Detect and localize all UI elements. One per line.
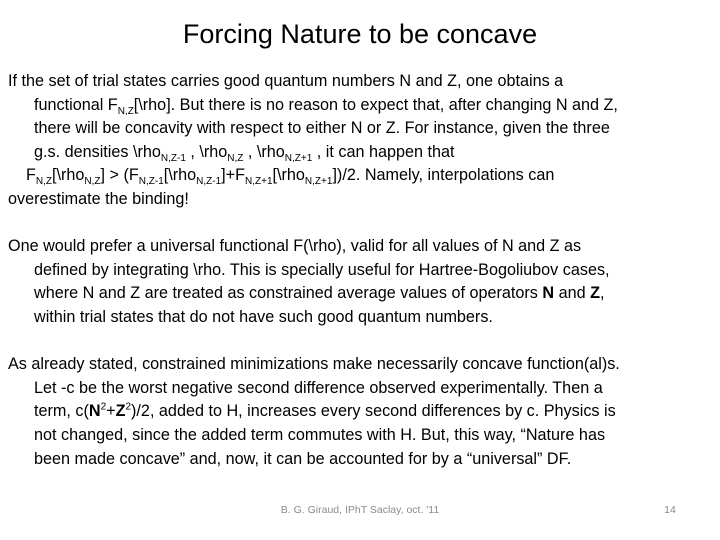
- text-line: As already stated, constrained minimizations make necessarily concave function(al)s.: [8, 355, 620, 374]
- paragraph-constrained-minimization: [8, 353, 712, 471]
- text-line: g.s. densities \rho$_{N,Z-1}$ , \rho$_{N,Z}$ , \rho$_{N,Z+1}$ , it can happen that: [34, 142, 455, 165]
- text-line: been made concave” and, now, it can be accounted for by a “universal” DF.: [34, 449, 572, 468]
- text-line: functional $F_{N,Z}[\backslash rho]$. But there is no reason to expect that, after changing N and Z,: [34, 95, 618, 117]
- slide-footer: B. G. Giraud, IPhT Saclay, oct. '11: [280, 504, 440, 516]
- paragraph-nonconcavity: [8, 70, 712, 164]
- page-number: 14: [664, 504, 676, 516]
- text-line: Let -c be the worst negative second difference observed experimentally. Then a: [34, 378, 603, 397]
- text-line: not changed, since the added term commutes with H. But, this way, “Nature has: [34, 425, 606, 444]
- text-line: term, $c(N^2+Z^2)/2$, added to H, increases every second differences by c. Physics is: [34, 401, 616, 421]
- text-line: within trial states that do not have such good quantum numbers.: [34, 307, 493, 326]
- text-line: there will be concavity with respect to either N or Z. For instance, given the three: [34, 119, 610, 138]
- text-line: where N and Z are treated as constrained average values of operators N and Z,: [34, 284, 605, 303]
- text-line: overestimate the binding!: [8, 189, 189, 208]
- slide-title: Forcing Nature to be concave: [182, 19, 538, 49]
- inequality-line: $F_{N,Z}[\backslash rho_{N,Z}]$ > $(F_{N,Z-1}[\backslash rho_{N,Z-1}]+F_{N,Z+1}[\backslash rho_{N,Z+1}])/2$. Namely, interpolations can: [26, 166, 555, 188]
- text-line: If the set of trial states carries good quantum numbers N and Z, one obtains a: [8, 72, 564, 90]
- text-line: defined by integrating \rho. This is specially useful for Hartree-Bogoliubov cases,: [34, 260, 610, 279]
- slide-body: [8, 70, 712, 471]
- text-line: One would prefer a universal functional F(\rho), valid for all values of N and Z as: [8, 237, 582, 256]
- paragraph-universal-functional: [8, 235, 712, 329]
